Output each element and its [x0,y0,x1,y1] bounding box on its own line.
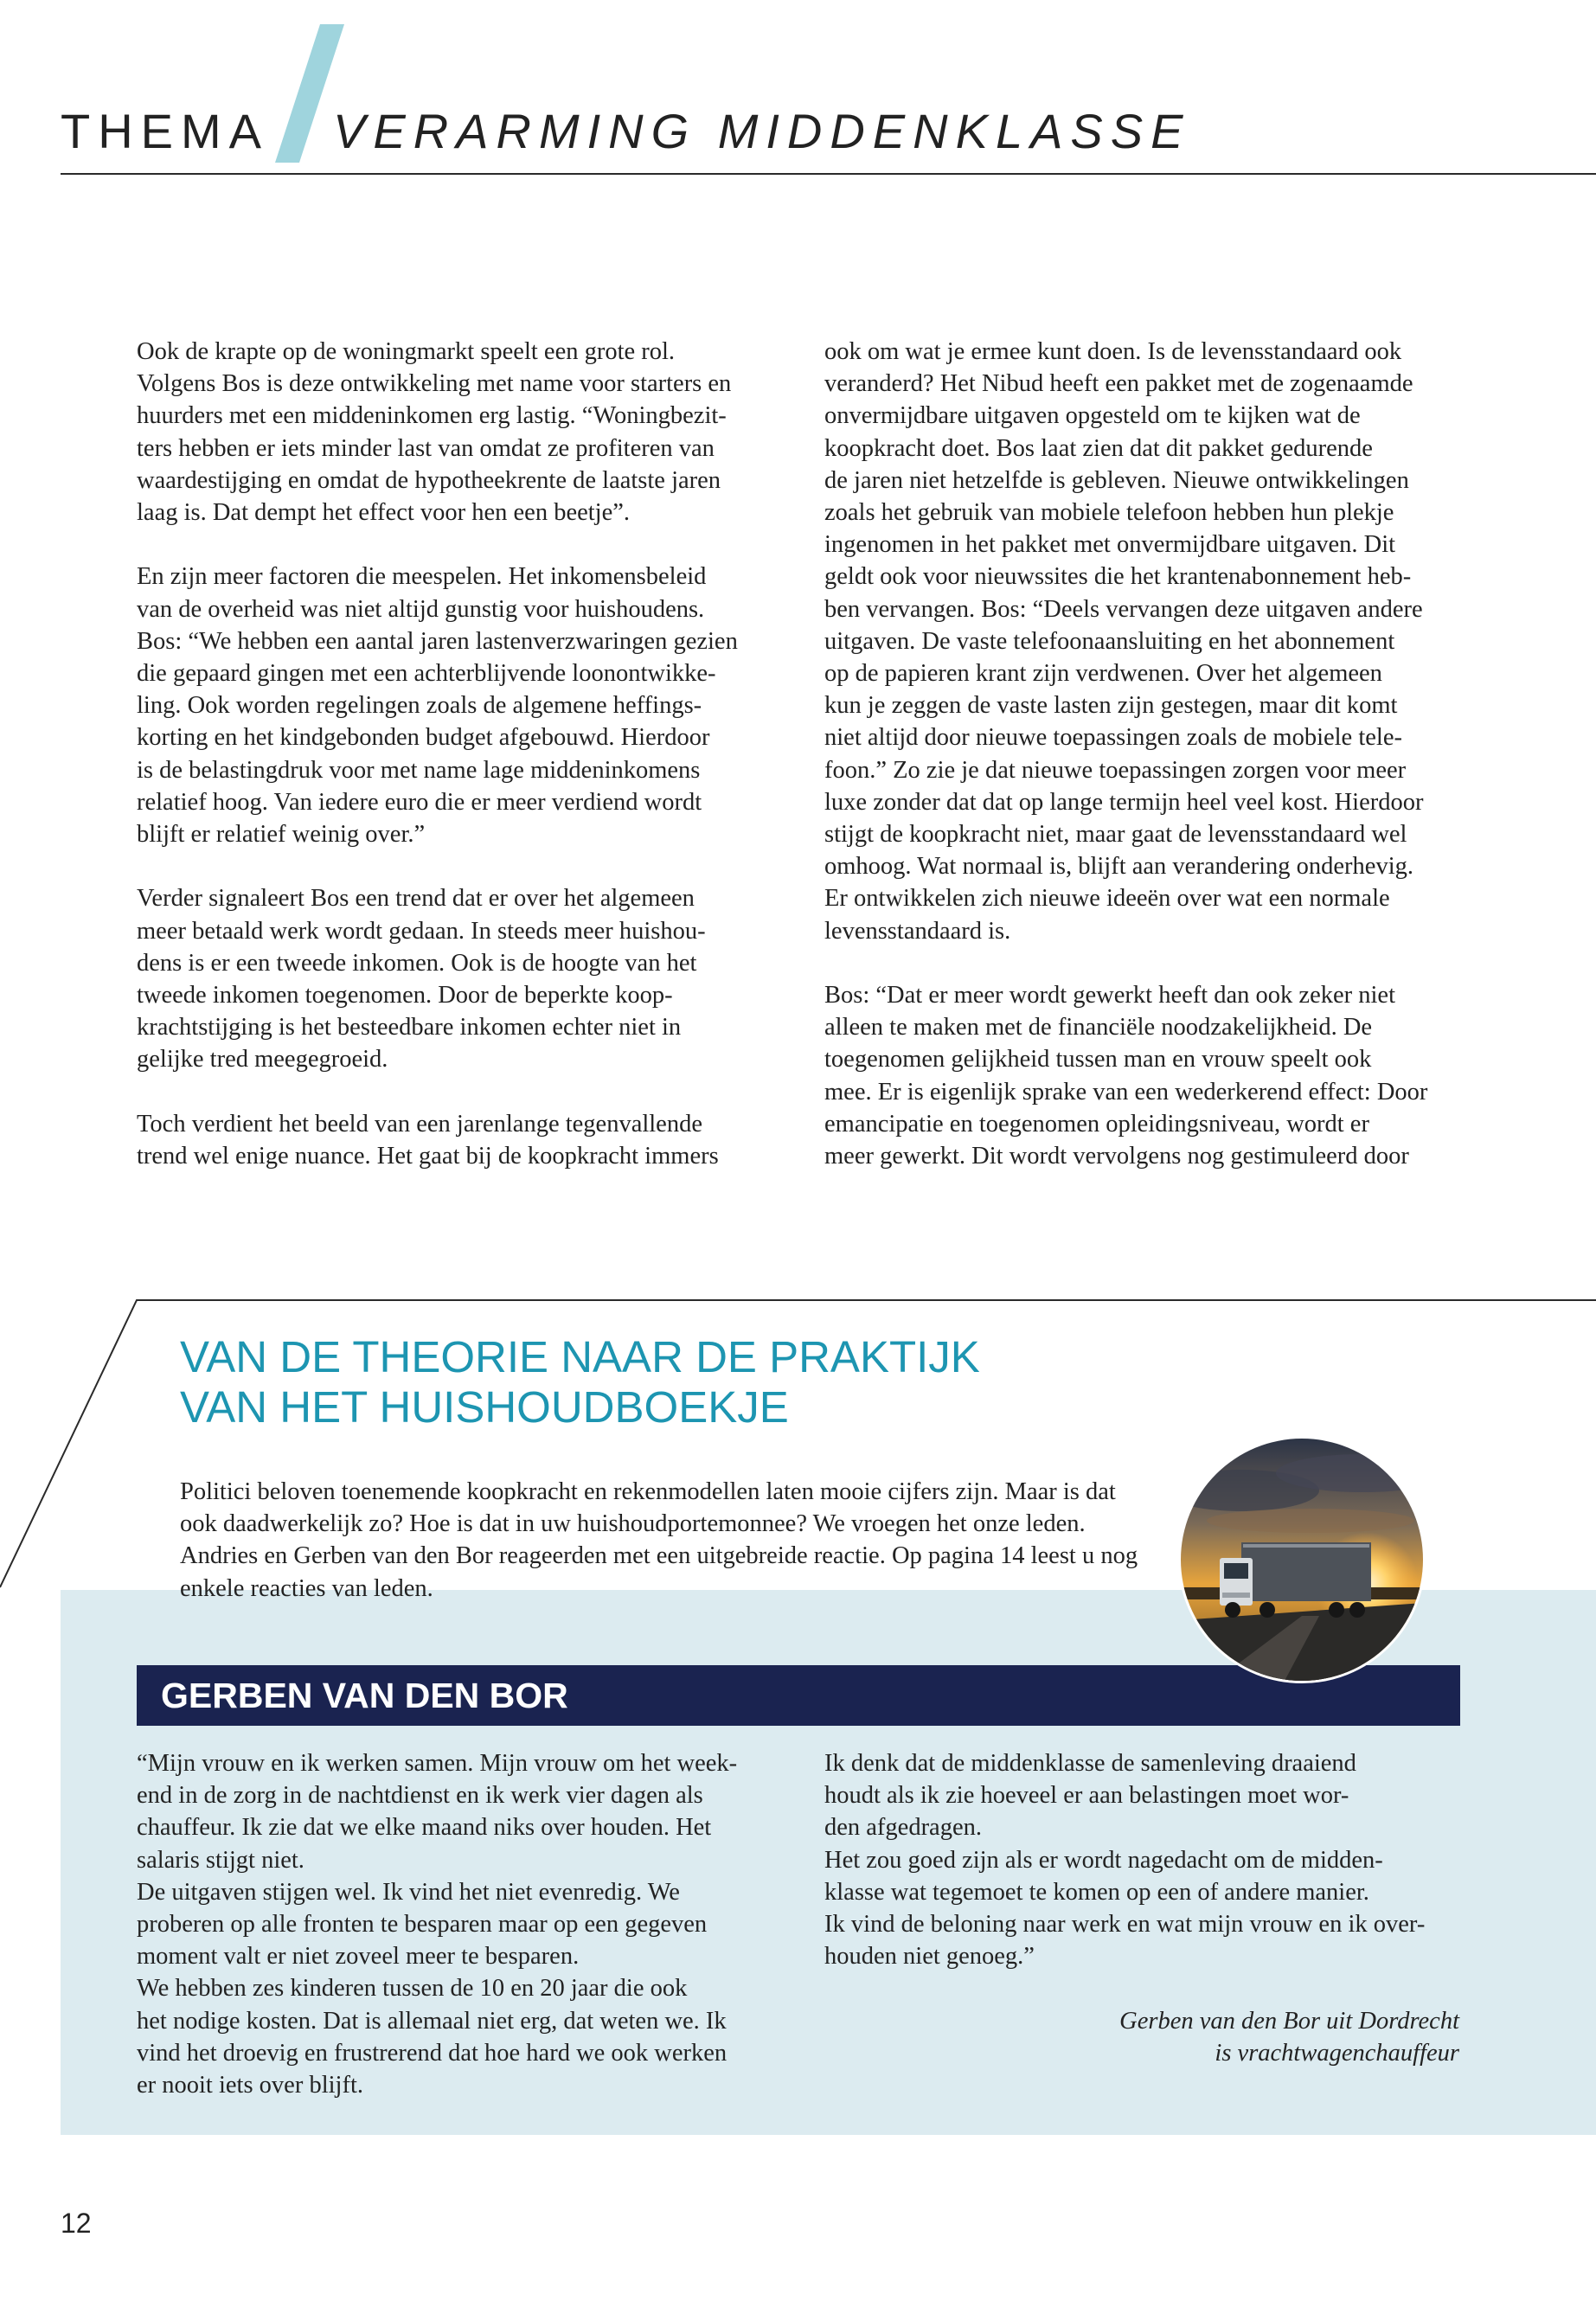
quote-text: Ik denk dat de middenklasse de samenleving draaiend houdt als ik zie hoeveel er aan belastingen moet wor- den afgedragen. Het zou goed zijn als er wordt nagedacht om de midden- klasse wat tegemoet te komen op een of andere manier. Ik vind de beloning naar werk en wat mijn vrouw en ik over- houden niet genoeg.” [824,1750,1426,1971]
paragraph: Ook de krapte op de woningmarkt speelt een grote rol. Volgens Bos is deze ontwikkeling met name voor starters en huurders met een middeninkomen erg lastig. “Woningbezit- ters hebben er iets minder last van omdat ze profiteren van waardestijging en omdat de hypotheekrente de laatste jaren laag is. Dat dempt het effect voor hen een beetje”. [137,338,732,527]
paragraph: Verder signaleert Bos een trend dat er over het algemeen meer betaald werk wordt gedaan. In steeds meer huishou- dens is er een tweede inkomen. Ook is de hoogte van het tweede inkomen toegenomen. Door de beperkte koop- krachtstijging is het besteedbare inkomen echter niet in gelijke tred meegegroeid. [137,885,706,1074]
box-title-line: VAN DE THEORIE NAAR DE PRAKTIJK [180,1332,980,1381]
paragraph: Toch verdient het beeld van een jarenlange tegenvallende trend wel enige nuance. Het gaat bij de koopkracht immers [137,1110,719,1170]
header-rule [61,173,1596,175]
quote-text: “Mijn vrouw en ik werken samen. Mijn vrouw om het week- end in de zorg in de nachtdienst en ik werk vier dagen als chauffeur. Ik zie dat we elke maand niks over houden. Het salaris stijgt niet. De uitgaven stijgen wel. Ik vind het niet evenredig. We proberen op alle fronten te besparen maar op een gegeven moment valt er niet zoveel meer te besparen. We hebben zes kinderen tussen de 10 en 20 jaar die ook het nodige kosten. Dat is allemaal niet erg, dat weten we. Ik vind het droevig en frustrerend dat hoe hard we ook werken er nooit iets over blijft. [137,1750,738,2099]
page-number: 12 [61,2208,92,2239]
topic-title: VERARMING MIDDENKLASSE [333,104,1191,158]
box-title-line: VAN HET HUISHOUDBOEKJE [180,1382,789,1432]
paragraph: ook om wat je ermee kunt doen. Is de levensstandaard ook veranderd? Het Nibud heeft een pakket met de zogenaamde onvermijdbare uitgaven opgesteld om te kijken wat de koopkracht doet. Bos laat zien dat dit pakket gedurende de jaren niet hetzelfde is gebleven. Nieuwe ontwikkelingen zoals het gebruik van mobiele telefoon hebben hun plekje ingenomen in het pakket met onvermijdbare uitgaven. Dit geldt ook voor nieuwssites die het krantenabonnement heb- ben vervangen. Bos: “Deels vervangen deze uitgaven andere uitgaven. De vaste telefoonaansluiting en het abonnement op de papieren krant zijn verdwenen. Over het algemeen kun je zeggen de vaste lasten zijn gestegen, maar dit komt niet altijd door nieuwe toepassingen zoals de mobiele tele- foon.” Zo zie je dat nieuwe toepassingen zorgen voor meer luxe zonder dat dat op lange termijn heel veel kost. Hierdoor stijgt de koopkracht niet, maar gaat de levensstandaard wel omhoog. Wat normaal is, blijft aan verandering onderhevig. Er ontwikkelen zich nieuwe ideeën over wat een normale levensstandaard is. [824,338,1424,945]
article-column-left [137,336,766,1172]
section-label: THEMA [61,104,269,158]
truck-illustration [1181,1439,1423,1681]
quote-column-right [824,1747,1456,1972]
quote-signature [1119,2005,1459,2069]
signature-line: Gerben van den Bor uit Dordrecht [1119,2008,1459,2035]
article-column-right [824,336,1454,1172]
quote-column-left [137,1747,768,2101]
box-intro: Politici beloven toenemende koopkracht en rekenmodellen laten mooie cijfers zijn. Maar is dat ook daadwerkelijk zo? Hoe is dat in uw huishoudportemonnee? We vroegen het onze leden. Andries en Gerben van den Bor reageerden met een uitgebreide reactie. Op pagina 14 leest u nog enkele reacties van leden. [180,1478,1138,1602]
paragraph: En zijn meer factoren die meespelen. Het inkomensbeleid van de overheid was niet altijd gunstig voor huishoudens. Bos: “We hebben een aantal jaren lastenverzwaringen gezien die gepaard gingen met een achterblijvende loonontwikke- ling. Ook worden regelingen zoals de algemene heffings- korting en het kindgebonden budget afgebouwd. Hierdoor is de belastingdruk voor met name lage middeninkomens relatief hoog. Van iedere euro die er meer verdiend wordt blijft er relatief weinig over.” [137,563,738,849]
signature-line: is vrachtwagenchauffeur [1215,2040,1459,2067]
box-title [180,1332,980,1433]
interviewee-name: GERBEN VAN DEN BOR [161,1676,568,1715]
paragraph: Bos: “Dat er meer wordt gewerkt heeft dan ook zeker niet alleen te maken met de financiële noodzakelijkheid. De toegenomen gelijkheid tussen man en vrouw speelt ook mee. Er is eigenlijk sprake van een wederkerend effect: Door emancipatie en toegenomen opleidingsniveau, wordt er meer gewerkt. Dit wordt vervolgens nog gestimuleerd door [824,982,1428,1170]
truck-sunset-photo [1178,1436,1426,1683]
